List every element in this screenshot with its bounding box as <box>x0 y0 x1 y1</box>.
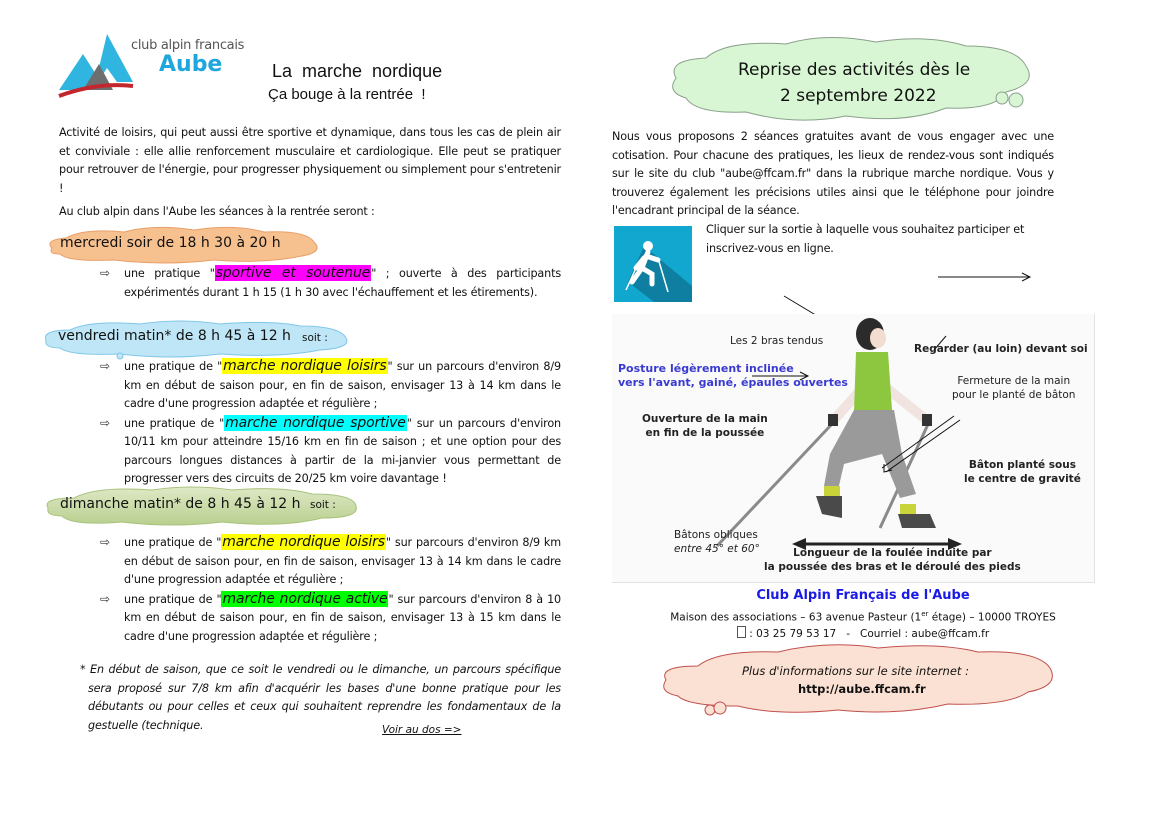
session-heading-suffix: soit : <box>302 332 328 344</box>
practice-highlight: sportive et soutenue <box>215 265 371 281</box>
club-name: Club Alpin Français de l'Aube <box>756 588 970 603</box>
label-arms-straight: Les 2 bras tendus <box>730 335 824 347</box>
list-item: ⇨ une pratique "sportive et soutenue" ; ouverte à des participants expérimentés durant 1 h 15 (1 h 30 avec l'échauffement et les étirements). <box>100 265 561 299</box>
right-intro-paragraph: Nous vous proposons 2 séances gratuites avant de vous engager avec une cotisation. Pour chacune des pratiques, les lieux de rendez-vous sont indiqués sur le site du club "aube@ffcam.fr" dans la rubrique marche nordique. Vous y trouverez également les précisions utiles ainsi que le téléphone pour joindre l'encadrant principal de la séance. <box>612 130 1054 217</box>
session-list-sunday <box>100 533 561 646</box>
club-address: Maison des associations – 63 avenue Pasteur (1er étage) – 10000 TROYES <box>670 610 1056 624</box>
list-item: ⇨ une pratique de "marche nordique loisirs" sur parcours d'environ 8/9 km en début de saison pour, en fin de saison, envisager 13 à 14 km dans le cadre d'une progression adaptée et régulière ; <box>100 534 561 586</box>
arrow-right-icon <box>936 270 1036 284</box>
label-oblique-poles: Bâtons obliques entre 45° et 60° <box>674 529 760 555</box>
list-item: ⇨ une pratique de "marche nordique sportive" sur un parcours d'environ 10/11 km pour atteindre 15/16 km en fin de saison ; et une option pour des parcours longues distances à partir de la mi-janvier vous permettant de progresser vers des circuits de 20/25 km voire davantage ! <box>100 414 561 485</box>
session-cloud-sunday <box>42 486 360 528</box>
reprise-line1: Reprise des activités dès le <box>738 60 971 80</box>
mountain-logo-icon <box>57 32 137 100</box>
logo-line2: Aube <box>159 52 223 77</box>
arrow-right-icon: ⇨ <box>100 266 110 280</box>
register-instruction: Cliquer sur la sortie à laquelle vous souhaitez participer et inscrivez-vous en ligne. <box>706 223 1025 255</box>
session-heading: dimanche matin* de 8 h 45 à 12 h <box>60 496 301 512</box>
nordic-walking-icon[interactable] <box>614 226 692 302</box>
reprise-line2: 2 septembre 2022 <box>780 86 937 106</box>
see-back-link[interactable]: Voir au dos => <box>382 724 462 736</box>
arrow-right-icon: ⇨ <box>100 591 110 606</box>
label-pole-planted: Bâton planté sous le centre de gravité <box>964 459 1081 485</box>
session-list-friday <box>100 357 561 489</box>
list-item: ⇨ une pratique de "marche nordique active" sur parcours d'environ 8 à 10 km en début de saison pour, en fin de saison, envisager 13 à 15 km dans le cadre d'une progression adaptée et régulière ; <box>100 590 562 643</box>
sessions-lead: Au club alpin dans l'Aube les séances à la rentrée seront : <box>59 205 375 218</box>
label-posture: Posture légèrement inclinée vers l'avant, gainé, épaules ouvertes <box>618 362 848 389</box>
session-list-wednesday <box>100 264 561 302</box>
intro-paragraph: Activité de loisirs, qui peut aussi être sportive et dynamique, dans tous les cas de plein air et conviviale : elle allie renforcement musculaire et cardiologique. Elle peut se pratiquer pour retrouver de l'énergie, pour progresser physiquement ou simplement pour s'entretenir ! <box>59 126 561 195</box>
session-cloud-wednesday <box>44 226 320 262</box>
arrow-right-icon: ⇨ <box>100 415 110 430</box>
session-cloud-friday <box>40 320 352 360</box>
label-close-hand: Fermeture de la main pour le planté de bâton <box>952 375 1076 401</box>
label-stride-length: Longueur de la foulée induite par la poussée des bras et le déroulé des pieds <box>764 547 1021 573</box>
session-heading: mercredi soir de 18 h 30 à 20 h <box>60 235 281 251</box>
practice-highlight: marche nordique sportive <box>225 414 406 431</box>
footnote: * En début de saison, que ce soit le vendredi ou le dimanche, un parcours spécifique sera proposé sur 7/8 km afin d'acquérir les bases d'une bonne pratique pour les débutants ou pour celles et ceux qui souhaitent reprendre les fondamentaux de la gestuelle (technique. <box>80 663 561 732</box>
nordic-walking-illustration <box>612 314 1095 583</box>
session-heading: vendredi matin* de 8 h 45 à 12 h <box>58 328 291 344</box>
contact-block <box>612 586 1114 642</box>
logo-line1: club alpin francais <box>131 38 245 53</box>
club-phone-email: : 03 25 79 53 17 - Courriel : aube@ffcam.fr <box>612 626 1114 642</box>
info-cloud <box>658 642 1058 718</box>
page-subtitle: Ça bouge à la rentrée ! <box>268 86 426 103</box>
arrow-right-icon: ⇨ <box>100 359 110 373</box>
reprise-cloud <box>666 36 1038 122</box>
club-logo <box>57 32 257 100</box>
session-heading-suffix: soit : <box>310 499 336 511</box>
phone-icon <box>737 626 746 638</box>
page-title: La marche nordique <box>272 61 443 81</box>
arrow-right-icon: ⇨ <box>100 535 110 549</box>
practice-highlight: marche nordique loisirs <box>223 358 387 374</box>
label-open-hand: Ouverture de la main en fin de la poussée <box>642 413 768 439</box>
list-item: ⇨ une pratique de "marche nordique loisirs" sur un parcours d'environ 8/9 km en début de saison pour, en fin de saison, envisager 13 à 14 km dans le cadre d'une progression adaptée et régulière ; <box>100 358 561 410</box>
website-link[interactable]: http://aube.ffcam.fr <box>798 682 926 696</box>
info-line1: Plus d'informations sur le site internet : <box>742 664 969 678</box>
label-look-ahead: Regarder (au loin) devant soi <box>914 343 1088 355</box>
practice-highlight: marche nordique loisirs <box>222 534 385 550</box>
practice-highlight: marche nordique active <box>222 590 388 607</box>
